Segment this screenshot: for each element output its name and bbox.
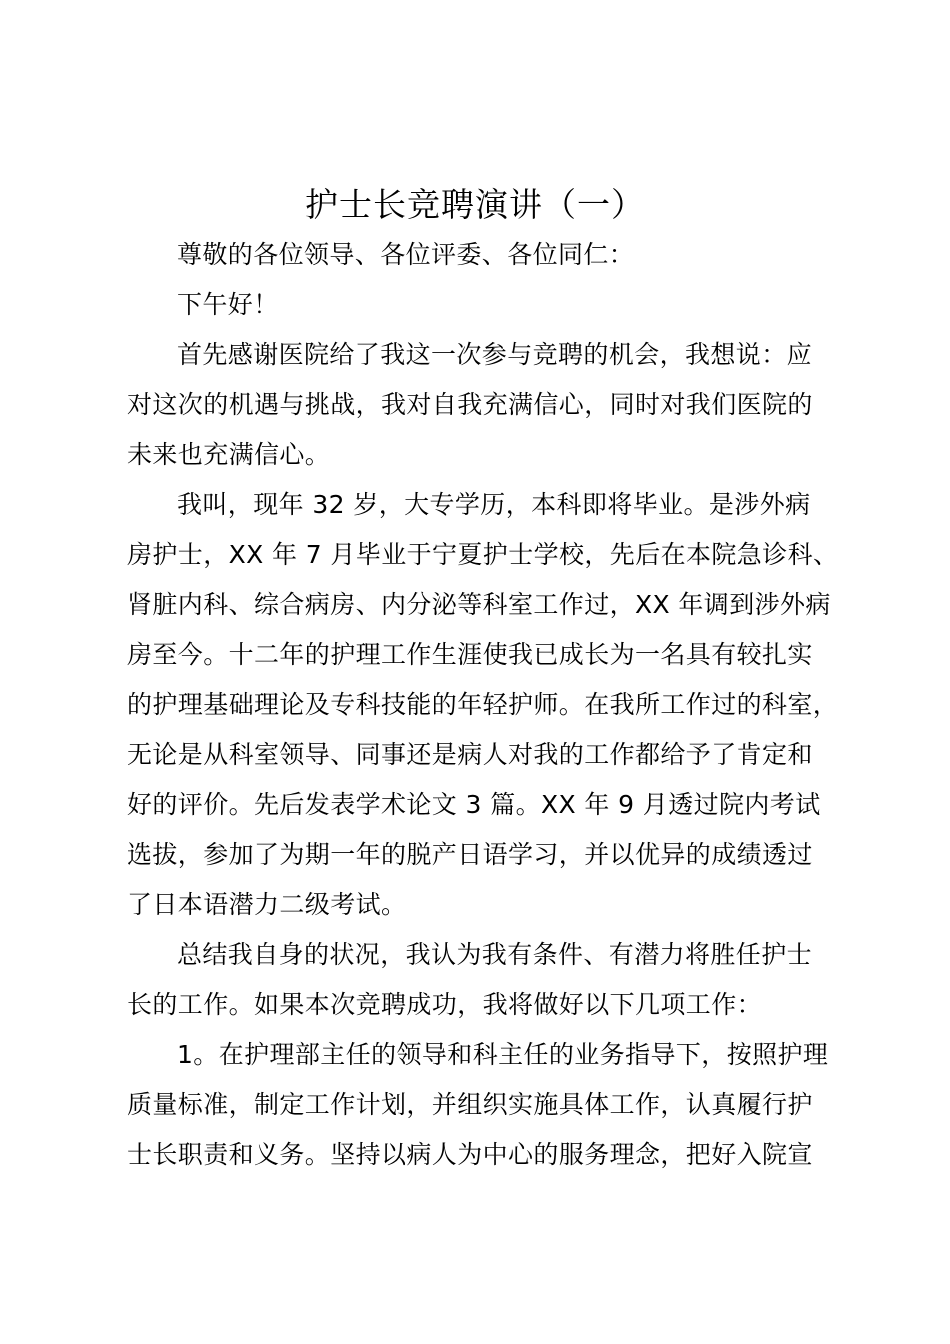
paragraph-introduction [127,480,837,930]
text-line: 肾脏内科、综合病房、内分泌等科室工作过，XX 年调到涉外病 [127,590,831,619]
text-line: 质量标准，制定工作计划，并组织实施具体工作，认真履行护 [127,1090,813,1119]
paragraph-salutation [127,230,837,280]
text-line: 无论是从科室领导、同事还是病人对我的工作都给予了肯定和 [127,740,813,769]
paragraph-item-1 [127,1030,837,1180]
text-line: 士长职责和义务。坚持以病人为中心的服务理念，把好入院宣 [127,1140,813,1169]
text-line: 下午好！ [177,290,279,319]
text-line: 对这次的机遇与挑战，我对自我充满信心，同时对我们医院的 [127,390,813,419]
text-line: 1。在护理部主任的领导和科主任的业务指导下，按照护理 [177,1040,829,1069]
document-body [127,230,837,1180]
text-line: 房至今。十二年的护理工作生涯使我已成长为一名具有较扎实 [127,640,813,669]
text-line: 长的工作。如果本次竞聘成功，我将做好以下几项工作： [127,990,763,1019]
text-line: 了日本语潜力二级考试。 [127,890,407,919]
paragraph-thanks [127,330,837,480]
text-line: 未来也充满信心。 [127,440,331,469]
text-line: 尊敬的各位领导、各位评委、各位同仁： [177,240,635,269]
text-line: 选拔，参加了为期一年的脱产日语学习，并以优异的成绩透过 [127,840,813,869]
paragraph-summary [127,930,837,1030]
text-line: 好的评价。先后发表学术论文 3 篇。XX 年 9 月透过院内考试 [127,790,821,819]
text-line: 我叫，现年 32 岁，大专学历，本科即将毕业。是涉外病 [177,490,811,519]
text-line: 房护士，XX 年 7 月毕业于宁夏护士学校，先后在本院急诊科、 [127,540,839,569]
text-line: 首先感谢医院给了我这一次参与竞聘的机会，我想说：应 [177,340,813,369]
paragraph-greeting [127,280,837,330]
document-title: 护士长竞聘演讲（一） [305,185,645,224]
text-line: 的护理基础理论及专科技能的年轻护师。在我所工作过的科室， [127,690,839,719]
text-line: 总结我自身的状况，我认为我有条件、有潜力将胜任护士 [177,940,813,969]
